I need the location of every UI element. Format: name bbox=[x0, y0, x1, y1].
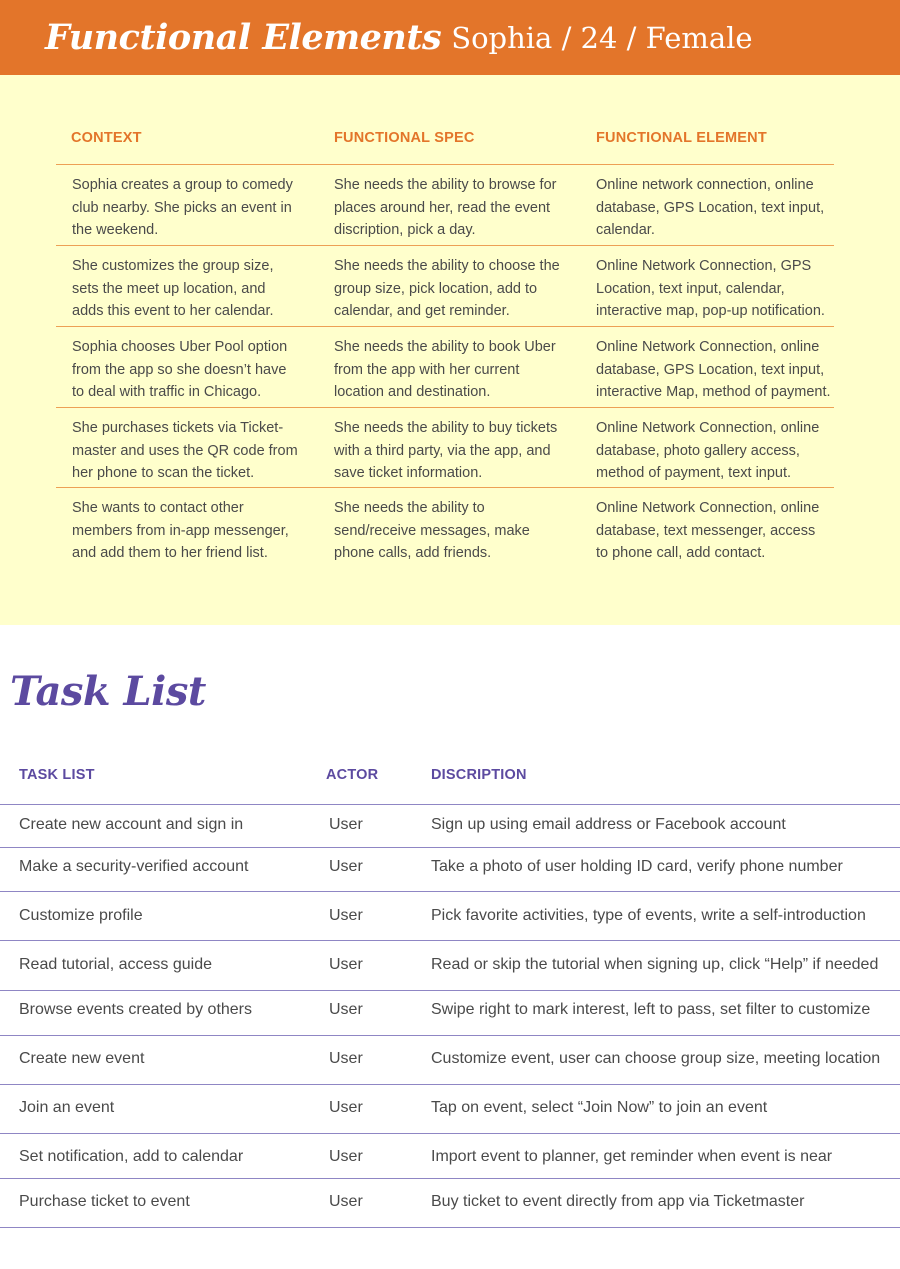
fe-cell-context: She wants to contact other members from in-app messenger, and add them to her friend list. bbox=[72, 500, 289, 561]
column-header-description: DISCRIPTION bbox=[431, 767, 527, 783]
fe-cell-element: Online Network Connection, online database, photo gallery access, method of payment, text input. bbox=[596, 420, 820, 481]
task-cell-task: Join an event bbox=[19, 1099, 115, 1116]
fe-cell-context: Sophia creates a group to comedy club nearby. She picks an event in the weekend. bbox=[72, 177, 293, 238]
task-cell-description: Import event to planner, get reminder when event is near bbox=[431, 1148, 833, 1165]
fe-cell-element: Online network connection, online database, GPS Location, text input, calendar. bbox=[596, 177, 825, 238]
fe-cell-element: Online Network Connection, GPS Location, text input, calendar, interactive map, pop-up notification. bbox=[596, 258, 825, 319]
task-cell-task: Create new event bbox=[19, 1050, 145, 1067]
row-divider bbox=[56, 164, 834, 165]
row-divider bbox=[0, 1178, 900, 1179]
column-header-context: CONTEXT bbox=[71, 130, 142, 146]
fe-cell-context: She customizes the group size, sets the meet up location, and adds this event to her calendar. bbox=[72, 258, 274, 319]
task-cell-actor: User bbox=[329, 956, 363, 973]
row-divider bbox=[56, 487, 834, 488]
header-banner bbox=[0, 0, 900, 75]
task-cell-actor: User bbox=[329, 1050, 363, 1067]
fe-cell-spec: She needs the ability to book Uber from the app with her current location and destination. bbox=[334, 339, 556, 400]
fe-cell-context: Sophia chooses Uber Pool option from the app so she doesn’t have to deal with traffic in Chicago. bbox=[72, 339, 288, 400]
task-cell-task: Browse events created by others bbox=[19, 1001, 253, 1018]
fe-cell-element: Online Network Connection, online database, text messenger, access to phone call, add contact. bbox=[596, 500, 820, 561]
task-cell-task: Purchase ticket to event bbox=[19, 1193, 190, 1210]
task-cell-task: Create new account and sign in bbox=[19, 816, 244, 833]
task-cell-actor: User bbox=[329, 1001, 363, 1018]
column-header-task-list: TASK LIST bbox=[19, 767, 95, 783]
fe-cell-spec: She needs the ability to send/receive messages, make phone calls, add friends. bbox=[334, 500, 530, 561]
task-cell-task: Make a security-verified account bbox=[19, 858, 249, 875]
task-cell-description: Sign up using email address or Facebook account bbox=[431, 816, 786, 833]
column-header-actor: ACTOR bbox=[326, 767, 379, 783]
column-header-functional-element: FUNCTIONAL ELEMENT bbox=[596, 130, 767, 146]
task-cell-description: Read or skip the tutorial when signing up, click “Help” if needed bbox=[431, 956, 879, 973]
task-cell-description: Customize event, user can choose group size, meeting location bbox=[431, 1050, 881, 1067]
fe-cell-spec: She needs the ability to buy tickets with a third party, via the app, and save ticket information. bbox=[334, 420, 558, 481]
row-divider bbox=[56, 326, 834, 327]
task-cell-task: Customize profile bbox=[19, 907, 143, 924]
task-cell-task: Read tutorial, access guide bbox=[19, 956, 212, 973]
row-divider bbox=[56, 245, 834, 246]
fe-cell-context: She purchases tickets via Ticket- master and uses the QR code from her phone to scan the ticket. bbox=[72, 420, 298, 481]
row-divider bbox=[0, 1133, 900, 1134]
task-cell-description: Take a photo of user holding ID card, verify phone number bbox=[431, 858, 843, 875]
task-cell-task: Set notification, add to calendar bbox=[19, 1148, 244, 1165]
row-divider bbox=[0, 990, 900, 991]
task-cell-actor: User bbox=[329, 858, 363, 875]
task-cell-actor: User bbox=[329, 1193, 363, 1210]
fe-cell-spec: She needs the ability to browse for places around her, read the event discription, pick a day. bbox=[334, 177, 557, 238]
row-divider bbox=[0, 847, 900, 848]
functional-elements-panel bbox=[0, 75, 900, 625]
row-divider bbox=[0, 1227, 900, 1228]
task-cell-actor: User bbox=[329, 816, 363, 833]
row-divider bbox=[0, 1084, 900, 1085]
row-divider bbox=[0, 804, 900, 805]
row-divider bbox=[0, 940, 900, 941]
task-cell-actor: User bbox=[329, 907, 363, 924]
page-title: Functional Elements bbox=[45, 17, 442, 58]
row-divider bbox=[0, 1035, 900, 1036]
column-header-functional-spec: FUNCTIONAL SPEC bbox=[334, 130, 475, 146]
task-cell-description: Buy ticket to event directly from app via Ticketmaster bbox=[431, 1193, 805, 1210]
persona-subtitle: Sophia / 24 / Female bbox=[451, 20, 753, 55]
fe-cell-element: Online Network Connection, online database, GPS Location, text input, interactive Map, method of payment. bbox=[596, 339, 831, 400]
task-cell-description: Swipe right to mark interest, left to pass, set filter to customize bbox=[431, 1001, 871, 1018]
task-cell-actor: User bbox=[329, 1148, 363, 1165]
task-cell-actor: User bbox=[329, 1099, 363, 1116]
row-divider bbox=[0, 891, 900, 892]
fe-cell-spec: She needs the ability to choose the group size, pick location, add to calendar, and get reminder. bbox=[334, 258, 560, 319]
row-divider bbox=[56, 407, 834, 408]
task-list-title: Task List bbox=[10, 668, 206, 715]
task-cell-description: Pick favorite activities, type of events, write a self-introduction bbox=[431, 907, 866, 924]
task-cell-description: Tap on event, select “Join Now” to join an event bbox=[431, 1099, 768, 1116]
